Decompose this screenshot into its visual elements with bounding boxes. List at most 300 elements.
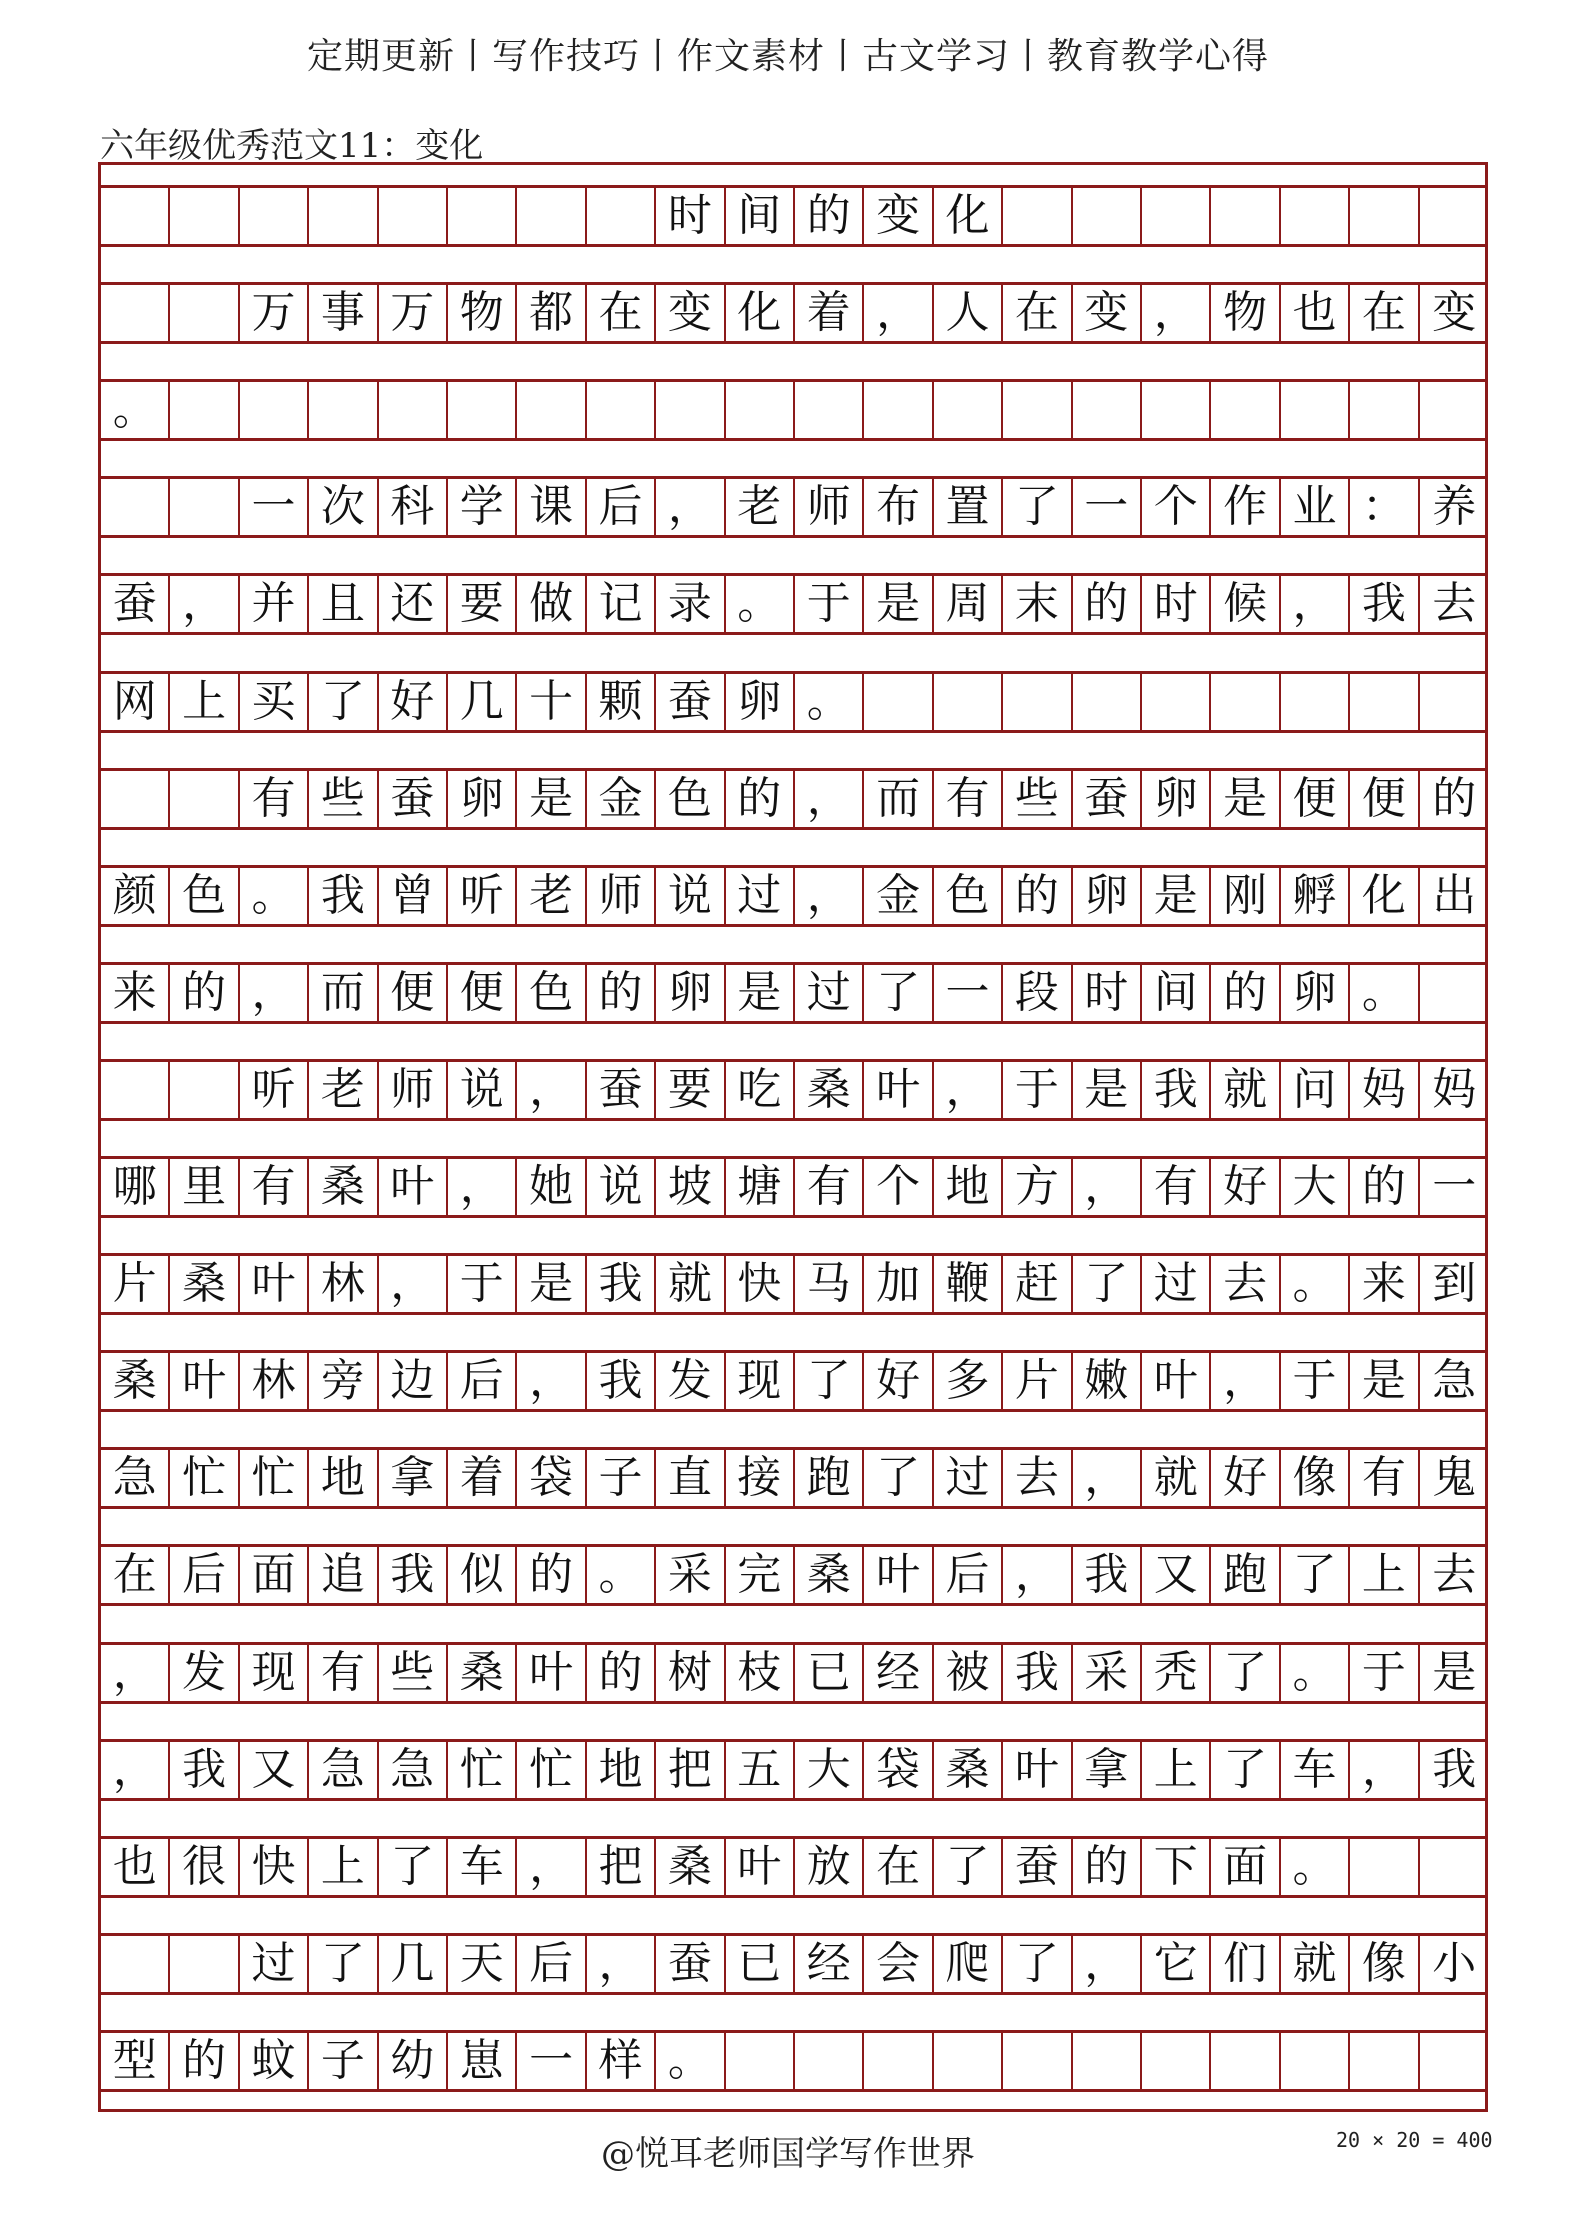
grid-cell: 经 bbox=[864, 1645, 933, 1701]
grid-cell: 就 bbox=[656, 1256, 725, 1312]
grid-cell: 塘 bbox=[726, 1159, 795, 1215]
grid-cell bbox=[170, 479, 239, 535]
grid-cell: 网 bbox=[101, 674, 170, 730]
grid-cell: 下 bbox=[1142, 1839, 1211, 1895]
grid-cell: 我 bbox=[1142, 1062, 1211, 1118]
grid-cell: 过 bbox=[795, 965, 864, 1021]
grid-row bbox=[101, 1156, 1485, 1218]
grid-cell: 又 bbox=[1142, 1547, 1211, 1603]
grid-cell: 。 bbox=[656, 2033, 725, 2089]
grid-cell: 叶 bbox=[1142, 1353, 1211, 1409]
grid-cell: 车 bbox=[1281, 1742, 1350, 1798]
grid-cell bbox=[864, 674, 933, 730]
grid-cell: ， bbox=[656, 479, 725, 535]
grid-cell: 似 bbox=[448, 1547, 517, 1603]
grid-cell: 就 bbox=[1211, 1062, 1280, 1118]
grid-cell: 还 bbox=[379, 576, 448, 632]
grid-cell: 段 bbox=[1003, 965, 1072, 1021]
grid-cell: 变 bbox=[864, 188, 933, 244]
grid-cell: 被 bbox=[934, 1645, 1003, 1701]
grid-cell: 了 bbox=[1211, 1645, 1280, 1701]
grid-cell: 蚕 bbox=[1073, 771, 1142, 827]
grid-cell: 颗 bbox=[587, 674, 656, 730]
grid-cell: 过 bbox=[934, 1450, 1003, 1506]
grid-cell: 上 bbox=[1350, 1547, 1419, 1603]
grid-cell: 的 bbox=[170, 965, 239, 1021]
grid-cell: 的 bbox=[1073, 1839, 1142, 1895]
grid-cell: 我 bbox=[1432, 1743, 1477, 1795]
grid-cell: ， bbox=[517, 1353, 586, 1409]
grid-cell: 去 bbox=[1211, 1256, 1280, 1312]
grid-cell: 树 bbox=[656, 1645, 725, 1701]
grid-cell: 天 bbox=[448, 1936, 517, 1992]
grid-cell bbox=[170, 188, 239, 244]
grid-cell: 忙 bbox=[448, 1742, 517, 1798]
grid-cell: 要 bbox=[656, 1062, 725, 1118]
grid-cell bbox=[1003, 382, 1072, 438]
grid-cell: 色 bbox=[656, 771, 725, 827]
grid-cell bbox=[448, 382, 517, 438]
essay-label: 六年级优秀范文11：变化 bbox=[100, 126, 484, 166]
grid-cell: 急 bbox=[379, 1742, 448, 1798]
grid-cell: 着 bbox=[795, 285, 864, 341]
grid-cell: 经 bbox=[795, 1936, 864, 1992]
grid-cell bbox=[101, 188, 170, 244]
grid-cell: 就 bbox=[1281, 1936, 1350, 1992]
grid-cell: 叶 bbox=[379, 1159, 448, 1215]
grid-cell: 蚕 bbox=[587, 1062, 656, 1118]
header-categories: 定期更新丨写作技巧丨作文素材丨古文学习丨教育教学心得 bbox=[306, 36, 1269, 77]
grid-cell: 金 bbox=[587, 771, 656, 827]
grid-cell bbox=[309, 382, 378, 438]
grid-cell: 面 bbox=[240, 1547, 309, 1603]
grid-cell: ， bbox=[934, 1062, 1003, 1118]
grid-cell: 了 bbox=[864, 1450, 933, 1506]
grid-cell: 加 bbox=[864, 1256, 933, 1312]
grid-cell: ， bbox=[1142, 285, 1211, 341]
grid-cell: 是 bbox=[726, 965, 795, 1021]
grid-cell bbox=[726, 2033, 795, 2089]
grid-cell: 卵 bbox=[726, 674, 795, 730]
grid-cell: 些 bbox=[1003, 771, 1072, 827]
grid-cell: 在 bbox=[587, 285, 656, 341]
grid-cell: 直 bbox=[656, 1450, 725, 1506]
grid-cell bbox=[795, 382, 864, 438]
grid-cell: 已 bbox=[795, 1645, 864, 1701]
grid-cell: 是 bbox=[1432, 1646, 1477, 1698]
grid-cell bbox=[1420, 382, 1489, 438]
grid-cell: 接 bbox=[726, 1450, 795, 1506]
grid-cell bbox=[1073, 382, 1142, 438]
grid-cell: 的 bbox=[726, 771, 795, 827]
grid-cell: 了 bbox=[1211, 1742, 1280, 1798]
grid-cell: 着 bbox=[448, 1450, 517, 1506]
grid-cell: 袋 bbox=[517, 1450, 586, 1506]
grid-cell: 于 bbox=[795, 576, 864, 632]
grid-cell: 我 bbox=[1350, 576, 1419, 632]
grid-cell: 刚 bbox=[1211, 868, 1280, 924]
grid-cell: 蚕 bbox=[101, 576, 170, 632]
grid-cell: 是 bbox=[1350, 1353, 1419, 1409]
grid-cell: ， bbox=[448, 1159, 517, 1215]
grid-cell: ， bbox=[1073, 1936, 1142, 1992]
grid-cell bbox=[1142, 188, 1211, 244]
grid-cell: 去 bbox=[1432, 578, 1477, 630]
grid-cell bbox=[240, 382, 309, 438]
grid-cell bbox=[1281, 188, 1350, 244]
grid-cell: 。 bbox=[1281, 1839, 1350, 1895]
grid-cell: 鞭 bbox=[934, 1256, 1003, 1312]
grid-cell: 面 bbox=[1211, 1839, 1280, 1895]
grid-cell: 来 bbox=[101, 965, 170, 1021]
grid-cell bbox=[656, 382, 725, 438]
grid-cell: 些 bbox=[309, 771, 378, 827]
grid-cell bbox=[1003, 2033, 1072, 2089]
grid-cell: 的 bbox=[517, 1547, 586, 1603]
grid-cell: 了 bbox=[795, 1353, 864, 1409]
grid-cell: 蚕 bbox=[1003, 1839, 1072, 1895]
grid-row bbox=[101, 1642, 1485, 1704]
grid-cell bbox=[1350, 1839, 1419, 1895]
grid-cell bbox=[587, 382, 656, 438]
grid-cell: 发 bbox=[656, 1353, 725, 1409]
grid-cell: 且 bbox=[309, 576, 378, 632]
grid-cell: 的 bbox=[1432, 772, 1477, 824]
grid-cell: 一 bbox=[240, 479, 309, 535]
grid-cell: 卵 bbox=[656, 965, 725, 1021]
grid-cell: 卵 bbox=[1142, 771, 1211, 827]
grid-cell: 金 bbox=[864, 868, 933, 924]
grid-cell: 跑 bbox=[1211, 1547, 1280, 1603]
grid-cell bbox=[1281, 2033, 1350, 2089]
grid-cell: 叶 bbox=[864, 1547, 933, 1603]
grid-cell: 小 bbox=[1432, 1937, 1477, 1989]
grid-cell: 像 bbox=[1281, 1450, 1350, 1506]
grid-cell: 色 bbox=[517, 965, 586, 1021]
grid-cell: 学 bbox=[448, 479, 517, 535]
grid-cell: 的 bbox=[587, 965, 656, 1021]
grid-cell bbox=[1073, 188, 1142, 244]
grid-cell: 的 bbox=[1211, 965, 1280, 1021]
grid-cell: 。 bbox=[587, 1547, 656, 1603]
grid-cell: 五 bbox=[726, 1742, 795, 1798]
grid-row bbox=[101, 768, 1485, 830]
grid-cell: 变 bbox=[1073, 285, 1142, 341]
grid-cell: 一 bbox=[1073, 479, 1142, 535]
grid-cell: 把 bbox=[587, 1839, 656, 1895]
grid-cell bbox=[101, 771, 170, 827]
grid-cell: 嫩 bbox=[1073, 1353, 1142, 1409]
grid-cell: 我 bbox=[1073, 1547, 1142, 1603]
grid-cell: 子 bbox=[587, 1450, 656, 1506]
grid-cell: 赶 bbox=[1003, 1256, 1072, 1312]
grid-cell: 孵 bbox=[1281, 868, 1350, 924]
grid-cell bbox=[1211, 2033, 1280, 2089]
grid-cell: 于 bbox=[1350, 1645, 1419, 1701]
grid-cell: 一 bbox=[1432, 1161, 1477, 1212]
grid-cell: 蚕 bbox=[379, 771, 448, 827]
grid-cell: 片 bbox=[1003, 1353, 1072, 1409]
grid-cell: 了 bbox=[379, 1839, 448, 1895]
grid-cell: 而 bbox=[309, 965, 378, 1021]
grid-cell: 并 bbox=[240, 576, 309, 632]
grid-row bbox=[101, 1739, 1485, 1801]
grid-cell bbox=[170, 1062, 239, 1118]
grid-cell: 桑 bbox=[101, 1353, 170, 1409]
grid-cell: 师 bbox=[587, 868, 656, 924]
grid-cell: 崽 bbox=[448, 2033, 517, 2089]
grid-cell: 地 bbox=[309, 1450, 378, 1506]
grid-cell: 多 bbox=[934, 1353, 1003, 1409]
grid-cell bbox=[934, 674, 1003, 730]
grid-cell: 间 bbox=[1142, 965, 1211, 1021]
grid-cell bbox=[1003, 188, 1072, 244]
grid-cell: 过 bbox=[240, 1936, 309, 1992]
grid-cell: 的 bbox=[795, 188, 864, 244]
grid-cell bbox=[170, 1936, 239, 1992]
grid-cell: 是 bbox=[517, 771, 586, 827]
grid-cell: 养 bbox=[1432, 481, 1477, 533]
grid-cell: 桑 bbox=[934, 1742, 1003, 1798]
grid-cell bbox=[379, 188, 448, 244]
grid-cell: ， bbox=[1073, 1450, 1142, 1506]
grid-cell: ， bbox=[1003, 1547, 1072, 1603]
grid-cell: 桑 bbox=[795, 1062, 864, 1118]
grid-cell: 老 bbox=[309, 1062, 378, 1118]
grid-cell: 时 bbox=[1142, 576, 1211, 632]
grid-cell: 。 bbox=[726, 576, 795, 632]
grid-cell: 间 bbox=[726, 188, 795, 244]
grid-cell: 它 bbox=[1142, 1936, 1211, 1992]
grid-cell: ， bbox=[864, 285, 933, 341]
grid-cell: 后 bbox=[170, 1547, 239, 1603]
grid-cell: 急 bbox=[309, 1742, 378, 1798]
grid-cell: 妈 bbox=[1350, 1062, 1419, 1118]
grid-cell: ， bbox=[1350, 1742, 1419, 1798]
grid-cell: 都 bbox=[517, 285, 586, 341]
grid-cell: 枝 bbox=[726, 1645, 795, 1701]
grid-cell: ， bbox=[1211, 1353, 1280, 1409]
grid-row bbox=[101, 865, 1485, 927]
grid-row bbox=[101, 671, 1485, 733]
grid-cell: 把 bbox=[656, 1742, 725, 1798]
grid-cell: 已 bbox=[726, 1936, 795, 1992]
grid-cell: 我 bbox=[1003, 1645, 1072, 1701]
grid-cell: ， bbox=[795, 771, 864, 827]
grid-cell: 方 bbox=[1003, 1159, 1072, 1215]
grid-cell: 爬 bbox=[934, 1936, 1003, 1992]
grid-cell: 秃 bbox=[1142, 1645, 1211, 1701]
grid-cell: 在 bbox=[1003, 285, 1072, 341]
grid-cell: ， bbox=[170, 576, 239, 632]
grid-cell: 一 bbox=[934, 965, 1003, 1021]
grid-cell: 好 bbox=[379, 674, 448, 730]
grid-cell: 我 bbox=[309, 868, 378, 924]
grid-cell: 要 bbox=[448, 576, 517, 632]
grid-cell bbox=[864, 382, 933, 438]
grid-count: 20 × 20 = 400 bbox=[1336, 2128, 1493, 2152]
grid-cell: 后 bbox=[587, 479, 656, 535]
grid-cell: 发 bbox=[170, 1645, 239, 1701]
grid-cell bbox=[1003, 674, 1072, 730]
grid-cell: 了 bbox=[1003, 479, 1072, 535]
grid-cell: 说 bbox=[656, 868, 725, 924]
grid-cell: 课 bbox=[517, 479, 586, 535]
grid-cell bbox=[101, 1062, 170, 1118]
grid-cell: 很 bbox=[170, 1839, 239, 1895]
grid-cell: 跑 bbox=[795, 1450, 864, 1506]
grid-cell: 林 bbox=[240, 1353, 309, 1409]
grid-cell bbox=[1142, 382, 1211, 438]
grid-cell: 桑 bbox=[656, 1839, 725, 1895]
grid-cell: 我 bbox=[587, 1256, 656, 1312]
grid-row bbox=[101, 1836, 1485, 1898]
grid-cell: 色 bbox=[934, 868, 1003, 924]
grid-cell bbox=[170, 382, 239, 438]
grid-cell: 于 bbox=[1003, 1062, 1072, 1118]
grid-cell bbox=[240, 188, 309, 244]
grid-cell: 末 bbox=[1003, 576, 1072, 632]
grid-cell: 就 bbox=[1142, 1450, 1211, 1506]
grid-cell bbox=[309, 188, 378, 244]
grid-cell bbox=[170, 285, 239, 341]
grid-cell: 去 bbox=[1003, 1450, 1072, 1506]
grid-cell: 马 bbox=[795, 1256, 864, 1312]
grid-cell: 采 bbox=[1073, 1645, 1142, 1701]
grid-cell: 好 bbox=[1211, 1159, 1280, 1215]
grid-cell: ， bbox=[1281, 576, 1350, 632]
grid-cell: 说 bbox=[587, 1159, 656, 1215]
grid-cell: 化 bbox=[726, 285, 795, 341]
grid-cell: 桑 bbox=[795, 1547, 864, 1603]
grid-cell: 于 bbox=[1281, 1353, 1350, 1409]
grid-cell bbox=[1350, 674, 1419, 730]
grid-cell: 来 bbox=[1350, 1256, 1419, 1312]
grid-cell: 车 bbox=[448, 1839, 517, 1895]
grid-cell: 。 bbox=[101, 382, 170, 438]
grid-cell: 便 bbox=[1350, 771, 1419, 827]
grid-cell: 色 bbox=[170, 868, 239, 924]
grid-cell bbox=[1420, 674, 1489, 730]
grid-row bbox=[101, 1253, 1485, 1315]
grid-cell: 上 bbox=[1142, 1742, 1211, 1798]
grid-cell bbox=[1281, 382, 1350, 438]
grid-cell: 叶 bbox=[726, 1839, 795, 1895]
grid-cell: 在 bbox=[864, 1839, 933, 1895]
grid-cell bbox=[517, 382, 586, 438]
grid-cell: 是 bbox=[1142, 868, 1211, 924]
grid-cell: ， bbox=[101, 1645, 170, 1701]
grid-cell: 又 bbox=[240, 1742, 309, 1798]
grid-cell: 到 bbox=[1432, 1258, 1477, 1310]
grid-cell: 几 bbox=[448, 674, 517, 730]
grid-cell: 卵 bbox=[448, 771, 517, 827]
grid-cell: 蚕 bbox=[656, 674, 725, 730]
grid-cell: 叶 bbox=[240, 1256, 309, 1312]
grid-row bbox=[101, 379, 1485, 441]
grid-cell: 会 bbox=[864, 1936, 933, 1992]
grid-cell: 些 bbox=[379, 1645, 448, 1701]
grid-cell: 。 bbox=[1350, 965, 1419, 1021]
grid-cell: 了 bbox=[1003, 1936, 1072, 1992]
grid-cell: 十 bbox=[517, 674, 586, 730]
grid-cell: 蚊 bbox=[240, 2033, 309, 2089]
grid-cell bbox=[101, 479, 170, 535]
grid-cell: 老 bbox=[726, 479, 795, 535]
grid-cell: 颜 bbox=[101, 868, 170, 924]
grid-cell: 了 bbox=[309, 674, 378, 730]
grid-cell: 地 bbox=[587, 1742, 656, 1798]
grid-cell: 叶 bbox=[864, 1062, 933, 1118]
grid-cell: 布 bbox=[864, 479, 933, 535]
grid-cell: 了 bbox=[934, 1839, 1003, 1895]
grid-cell: 叶 bbox=[517, 1645, 586, 1701]
grid-cell: 们 bbox=[1211, 1936, 1280, 1992]
grid-cell: 我 bbox=[587, 1353, 656, 1409]
grid-cell: 业 bbox=[1281, 479, 1350, 535]
grid-cell: 子 bbox=[309, 2033, 378, 2089]
grid-cell: 听 bbox=[448, 868, 517, 924]
grid-cell: 在 bbox=[1350, 285, 1419, 341]
grid-cell: 说 bbox=[448, 1062, 517, 1118]
grid-cell: 有 bbox=[240, 771, 309, 827]
grid-row bbox=[101, 2030, 1485, 2092]
grid-cell bbox=[1350, 382, 1419, 438]
grid-cell: ， bbox=[101, 1742, 170, 1798]
grid-cell: 吃 bbox=[726, 1062, 795, 1118]
grid-row bbox=[101, 1447, 1485, 1509]
grid-cell: 急 bbox=[101, 1450, 170, 1506]
grid-cell bbox=[934, 2033, 1003, 2089]
grid-cell: 忙 bbox=[240, 1450, 309, 1506]
grid-cell bbox=[1142, 2033, 1211, 2089]
grid-cell: 。 bbox=[240, 868, 309, 924]
grid-cell: 快 bbox=[726, 1256, 795, 1312]
grid-cell: 桑 bbox=[309, 1159, 378, 1215]
grid-cell: 林 bbox=[309, 1256, 378, 1312]
grid-cell: 而 bbox=[864, 771, 933, 827]
grid-cell: 曾 bbox=[379, 868, 448, 924]
grid-cell: 的 bbox=[1350, 1159, 1419, 1215]
grid-cell: 也 bbox=[101, 1839, 170, 1895]
grid-cell: 事 bbox=[309, 285, 378, 341]
grid-row bbox=[101, 476, 1485, 538]
grid-cell bbox=[1073, 674, 1142, 730]
grid-cell bbox=[1211, 382, 1280, 438]
grid-cell: 时 bbox=[656, 188, 725, 244]
manuscript-grid-paper bbox=[98, 162, 1488, 2112]
grid-cell bbox=[1350, 2033, 1419, 2089]
grid-cell: 出 bbox=[1432, 869, 1477, 921]
grid-cell: 于 bbox=[448, 1256, 517, 1312]
grid-cell: 忙 bbox=[170, 1450, 239, 1506]
grid-cell: ， bbox=[517, 1062, 586, 1118]
grid-cell: 型 bbox=[101, 2033, 170, 2089]
grid-cell: 急 bbox=[1432, 1355, 1477, 1407]
grid-cell: 化 bbox=[934, 188, 1003, 244]
grid-cell: 的 bbox=[1003, 868, 1072, 924]
grid-cell: 坡 bbox=[656, 1159, 725, 1215]
grid-cell bbox=[1211, 188, 1280, 244]
grid-cell: 卵 bbox=[1073, 868, 1142, 924]
grid-cell: 的 bbox=[170, 2033, 239, 2089]
grid-cell bbox=[864, 2033, 933, 2089]
grid-cell: 周 bbox=[934, 576, 1003, 632]
grid-cell: 采 bbox=[656, 1547, 725, 1603]
grid-cell: 叶 bbox=[1003, 1742, 1072, 1798]
grid-cell: 便 bbox=[379, 965, 448, 1021]
grid-cell: 好 bbox=[1211, 1450, 1280, 1506]
